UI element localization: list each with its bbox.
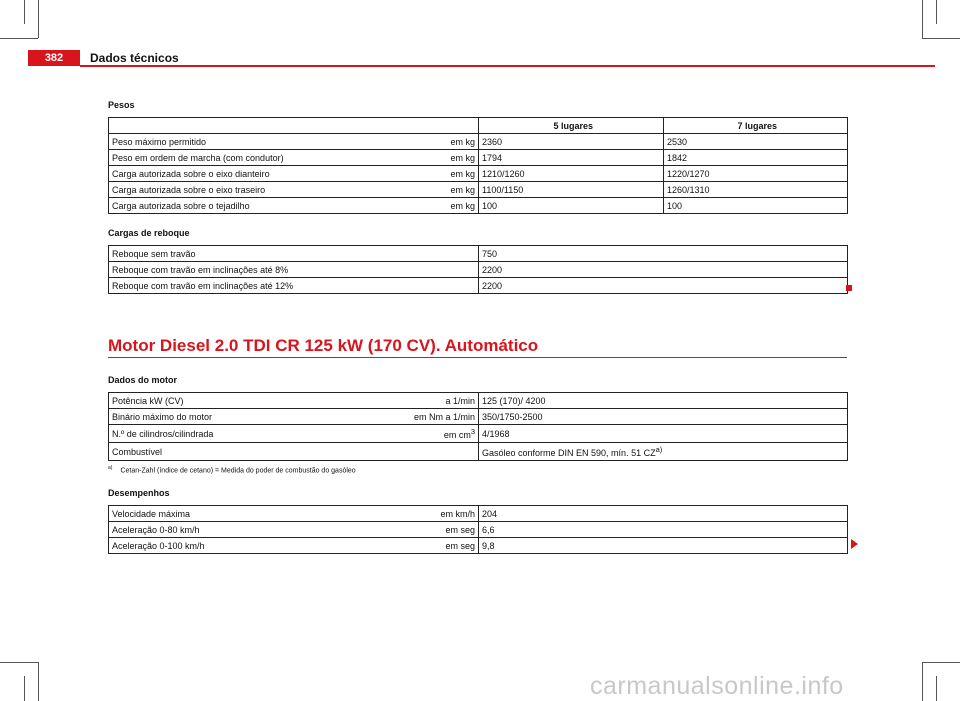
- empty-header-cell: [109, 118, 479, 134]
- row-label: Carga autorizada sobre o tejadilho: [109, 198, 315, 214]
- row-unit-cell: [315, 425, 479, 443]
- table-row: [109, 443, 848, 461]
- row-value-5: 100: [479, 198, 664, 214]
- row-unit: [315, 443, 479, 461]
- engine-heading: Dados do motor: [108, 375, 177, 385]
- row-unit: em kg: [315, 182, 479, 198]
- title-rule: [108, 357, 847, 358]
- table-row: [109, 246, 848, 262]
- row-value: Gasóleo conforme DIN EN 590, mín. 51 CZ: [482, 448, 656, 458]
- continue-arrow-icon: [851, 539, 858, 549]
- row-value-7: 1260/1310: [664, 182, 848, 198]
- performance-heading: Desempenhos: [108, 488, 170, 498]
- table-row: [109, 409, 848, 425]
- col-5-seats: 5 lugares: [479, 118, 664, 134]
- table-row: [109, 262, 848, 278]
- row-value-5: 2360: [479, 134, 664, 150]
- row-unit: em Nm a 1/min: [315, 409, 479, 425]
- row-label: Combustível: [109, 443, 315, 461]
- row-label: Velocidade máxima: [109, 506, 315, 522]
- row-value-5: 1100/1150: [479, 182, 664, 198]
- weights-heading: Pesos: [108, 100, 135, 110]
- crop-mark: [24, 676, 25, 701]
- row-label: Carga autorizada sobre o eixo dianteiro: [109, 166, 315, 182]
- section-title: Motor Diesel 2.0 TDI CR 125 kW (170 CV). Automático: [108, 336, 539, 355]
- table-row: [109, 522, 848, 538]
- table-row: [109, 150, 848, 166]
- row-value: 4/1968: [479, 425, 848, 443]
- crop-mark: [922, 38, 960, 39]
- table-row: [109, 506, 848, 522]
- row-value: 2200: [479, 262, 848, 278]
- row-label: Peso máximo permitido: [109, 134, 315, 150]
- crop-mark: [936, 0, 937, 24]
- row-value-5: 1794: [479, 150, 664, 166]
- table-row: [109, 198, 848, 214]
- row-value-5: 1210/1260: [479, 166, 664, 182]
- table-row: [109, 134, 848, 150]
- row-label: Aceleração 0-80 km/h: [109, 522, 315, 538]
- footnote-ref: a): [655, 445, 663, 454]
- crop-mark: [24, 0, 25, 24]
- footnote-marker: a): [108, 465, 113, 471]
- row-label: Aceleração 0-100 km/h: [109, 538, 315, 554]
- row-value: 350/1750-2500: [479, 409, 848, 425]
- row-unit: a 1/min: [315, 393, 479, 409]
- table-row: [109, 393, 848, 409]
- row-label: Binário máximo do motor: [109, 409, 315, 425]
- col-7-seats: 7 lugares: [664, 118, 848, 134]
- crop-mark: [38, 662, 39, 701]
- table-row: [109, 166, 848, 182]
- towing-heading: Cargas de reboque: [108, 228, 190, 238]
- row-unit: em seg: [315, 522, 479, 538]
- row-value-7: 1220/1270: [664, 166, 848, 182]
- row-value-cell: [479, 443, 848, 461]
- footnote-text: Cetan-Zahl (índice de cetano) = Medida do poder de combustão do gasóleo: [120, 467, 356, 475]
- table-row: [109, 278, 848, 294]
- row-value: 204: [479, 506, 848, 522]
- crop-mark: [922, 662, 923, 701]
- table-header-row: [109, 118, 848, 134]
- header-rule: [80, 65, 935, 67]
- row-value: 9,8: [479, 538, 848, 554]
- row-label: Carga autorizada sobre o eixo traseiro: [109, 182, 315, 198]
- row-label: Reboque com travão em inclinações até 12%: [109, 278, 479, 294]
- row-unit: em seg: [315, 538, 479, 554]
- row-value-7: 1842: [664, 150, 848, 166]
- row-label: Reboque com travão em inclinações até 8%: [109, 262, 479, 278]
- unit-superscript: 3: [470, 427, 475, 436]
- table-row: [109, 538, 848, 554]
- page-header-title: Dados técnicos: [90, 51, 179, 65]
- weights-table: [108, 117, 848, 214]
- row-value-7: 100: [664, 198, 848, 214]
- row-label: Potência kW (CV): [109, 393, 315, 409]
- row-value: 2200: [479, 278, 848, 294]
- crop-mark: [0, 662, 38, 663]
- row-unit: em kg: [315, 150, 479, 166]
- row-unit: em kg: [315, 134, 479, 150]
- row-value: 750: [479, 246, 848, 262]
- row-value-7: 2530: [664, 134, 848, 150]
- row-value: 6,6: [479, 522, 848, 538]
- towing-table: [108, 245, 848, 294]
- crop-mark: [922, 662, 960, 663]
- performance-table: [108, 505, 848, 554]
- section-end-marker: [846, 285, 852, 291]
- crop-mark: [922, 0, 923, 38]
- engine-table: [108, 392, 848, 461]
- row-label: N.º de cilindros/cilindrada: [109, 425, 315, 443]
- row-value: 125 (170)/ 4200: [479, 393, 848, 409]
- footnote: [108, 465, 356, 474]
- watermark: carmanualsonline.info: [590, 672, 844, 700]
- page-number: 382: [28, 50, 80, 66]
- crop-mark: [936, 676, 937, 701]
- row-unit: em kg: [315, 198, 479, 214]
- table-row: [109, 425, 848, 443]
- crop-mark: [38, 0, 39, 38]
- row-label: Reboque sem travão: [109, 246, 479, 262]
- table-row: [109, 182, 848, 198]
- row-label: Peso em ordem de marcha (com condutor): [109, 150, 315, 166]
- row-unit: em kg: [315, 166, 479, 182]
- row-unit: em cm: [443, 430, 471, 440]
- crop-mark: [0, 38, 38, 39]
- row-unit: em km/h: [315, 506, 479, 522]
